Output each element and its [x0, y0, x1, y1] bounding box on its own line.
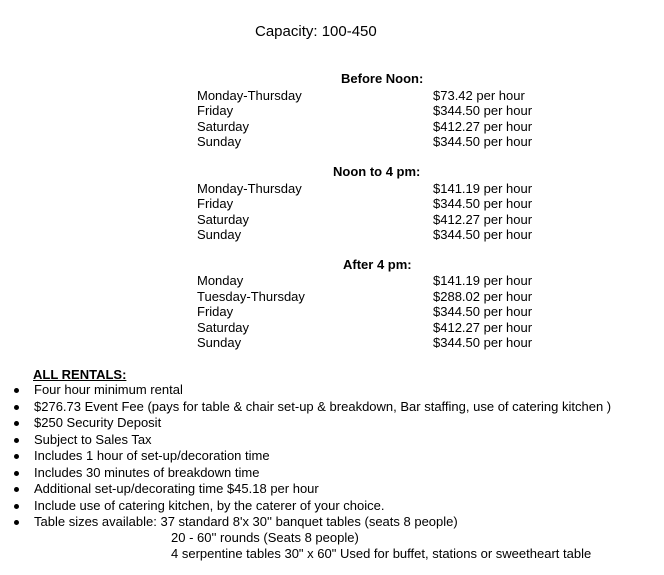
- rate-day: Sunday: [197, 134, 242, 149]
- rate-day: Tuesday-Thursday: [197, 289, 305, 304]
- rate-day: Monday-Thursday: [197, 181, 302, 196]
- list-item: [10, 465, 611, 482]
- rate-price: $344.50 per hour: [433, 335, 533, 350]
- rate-price: $344.50 per hour: [433, 196, 533, 211]
- rate-row: [197, 289, 542, 305]
- rate-day: Friday: [197, 304, 234, 319]
- list-item: [10, 399, 611, 416]
- bullet-icon: [14, 388, 19, 393]
- rate-row: [197, 335, 542, 351]
- rate-row: [197, 304, 542, 320]
- rate-day: Monday: [197, 273, 244, 288]
- bullet-icon: [14, 454, 19, 459]
- all-rentals-heading: ALL RENTALS:: [33, 367, 127, 382]
- rate-price: $412.27 per hour: [433, 212, 533, 227]
- rate-row: [197, 320, 542, 336]
- rate-price: $288.02 per hour: [433, 289, 533, 304]
- rate-day: Monday-Thursday: [197, 88, 302, 103]
- bullet-icon: [14, 471, 19, 476]
- list-item-text: $276.73 Event Fee (pays for table & chair set-up & breakdown, Bar staffing, use of catering kitchen ): [34, 398, 612, 414]
- list-item: [10, 514, 611, 531]
- table-size-rounds: 20 - 60'' rounds (Seats 8 people): [171, 530, 359, 545]
- list-item-text: $250 Security Deposit: [34, 415, 162, 430]
- rate-price: $412.27 per hour: [433, 320, 533, 335]
- rate-price: $141.19 per hour: [433, 181, 533, 196]
- rate-row: [197, 119, 542, 135]
- list-item-text: Four hour minimum rental: [34, 382, 183, 397]
- rate-row: [197, 196, 542, 212]
- rate-row: [197, 227, 542, 243]
- rate-row: [197, 181, 542, 197]
- rate-price: $344.50 per hour: [433, 134, 533, 149]
- rate-day: Friday: [197, 196, 234, 211]
- list-item-text: Includes 1 hour of set-up/decoration time: [34, 448, 270, 463]
- section-heading-after-4pm: After 4 pm:: [343, 257, 412, 272]
- list-item-text: Subject to Sales Tax: [34, 431, 152, 447]
- list-item: [10, 382, 611, 399]
- rate-price: $141.19 per hour: [433, 273, 533, 288]
- rate-day: Saturday: [197, 119, 250, 134]
- list-item: [10, 432, 611, 449]
- rate-price: $73.42 per hour: [433, 88, 525, 103]
- bullet-icon: [14, 405, 19, 410]
- rate-day: Friday: [197, 103, 234, 118]
- rate-row: [197, 103, 542, 119]
- bullet-icon: [14, 438, 19, 443]
- capacity-title: Capacity: 100-450: [255, 23, 377, 40]
- rate-row: [197, 88, 542, 104]
- rate-price: $344.50 per hour: [433, 304, 533, 319]
- rate-row: [197, 273, 542, 289]
- list-item-text: Include use of catering kitchen, by the caterer of your choice.: [34, 497, 385, 513]
- rate-day: Sunday: [197, 335, 242, 350]
- list-item: [10, 481, 611, 498]
- rate-price: $412.27 per hour: [433, 119, 533, 134]
- list-item: [10, 498, 611, 515]
- rate-price: $344.50 per hour: [433, 103, 533, 118]
- rate-row: [197, 212, 542, 228]
- bullet-icon: [14, 421, 19, 426]
- list-item-text: Table sizes available: 37 standard 8'x 30'' banquet tables (seats 8 people): [34, 514, 458, 529]
- list-item: [10, 415, 611, 432]
- bullet-icon: [14, 487, 19, 492]
- list-item-text: Includes 30 minutes of breakdown time: [34, 464, 260, 480]
- bullet-icon: [14, 520, 19, 525]
- section-heading-noon-to-4pm: Noon to 4 pm:: [333, 164, 421, 179]
- bullet-icon: [14, 504, 19, 509]
- table-size-serpentine: 4 serpentine tables 30" x 60" Used for buffet, stations or sweetheart table: [171, 546, 592, 561]
- rate-day: Saturday: [197, 212, 250, 227]
- rate-day: Sunday: [197, 227, 242, 242]
- rate-day: Saturday: [197, 320, 250, 335]
- section-heading-before-noon: Before Noon:: [341, 71, 424, 86]
- rate-price: $344.50 per hour: [433, 227, 533, 242]
- rate-row: [197, 134, 542, 150]
- list-item-text: Additional set-up/decorating time $45.18 per hour: [34, 481, 319, 496]
- all-rentals-list: [10, 382, 611, 531]
- list-item: [10, 448, 611, 465]
